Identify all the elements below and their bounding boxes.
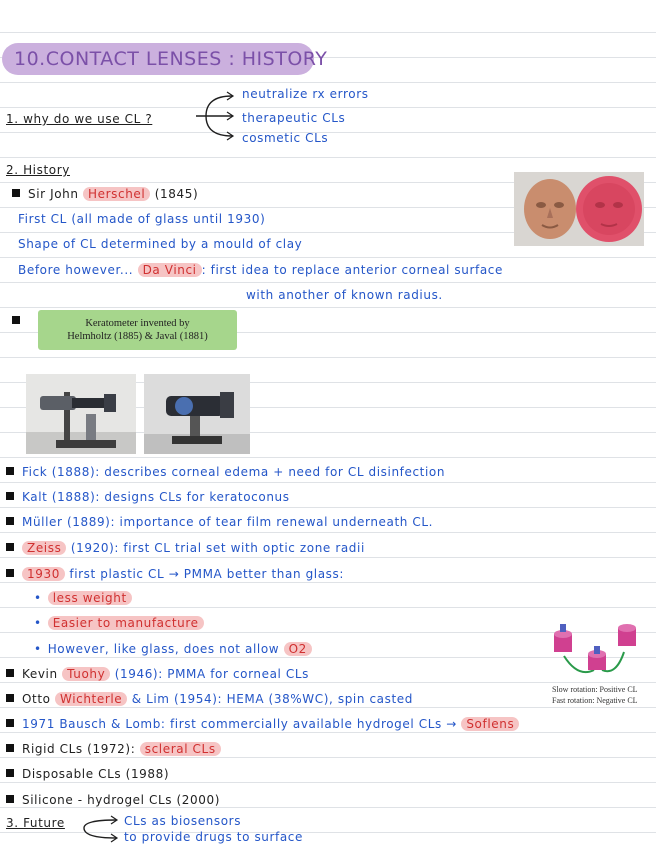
silicone-line: Silicone - hydrogel CLs (2000): [6, 792, 220, 808]
reason-item: therapeutic CLs: [242, 111, 346, 125]
history-event: Fick (1888): describes corneal edema + need for CL disinfection: [6, 464, 445, 480]
history-event: Müller (1889): importance of tear film renewal underneath CL.: [6, 514, 433, 530]
bullet-icon: [6, 467, 14, 475]
pmma-line: 1930 first plastic CL → PMMA better than glass:: [6, 566, 344, 582]
herschel-line: Sir John Herschel (1845): [12, 186, 198, 202]
page-title: 10.CONTACT LENSES : HISTORY: [2, 43, 314, 75]
disposable-line: Disposable CLs (1988): [6, 766, 169, 782]
reason-item: cosmetic CLs: [242, 131, 329, 145]
future-item: CLs as biosensors: [124, 814, 242, 828]
tuohy-line: Kevin Tuohy (1946): PMMA for corneal CLs: [6, 666, 309, 682]
keratometer-line: Helmholtz (1885) & Javal (1881): [67, 331, 208, 342]
bausch-line: 1971 Bausch & Lomb: first commercially available hydrogel CLs → Soflens: [6, 716, 519, 732]
bullet-icon: [6, 694, 14, 702]
rotation-caption: Fast rotation: Negative CL: [552, 696, 638, 705]
keratometer-line: Keratometer invented by: [85, 318, 190, 329]
davinci-continued: with another of known radius.: [246, 288, 443, 302]
reason-item: neutralize rx errors: [242, 87, 369, 101]
bullet-icon: [6, 795, 14, 803]
bullet-icon: [6, 769, 14, 777]
note-line: Shape of CL determined by a mould of clay: [18, 237, 303, 251]
bullet-icon: [6, 569, 14, 577]
pmma-point: • less weight: [34, 590, 132, 606]
keratometer-photo-2: [144, 374, 250, 454]
rotation-caption: Slow rotation: Positive CL: [552, 685, 638, 694]
section-3-heading: 3. Future: [6, 816, 65, 830]
brace-arrow-icon: [78, 814, 120, 844]
bullet-icon: [12, 316, 20, 324]
bullet-icon: [6, 719, 14, 727]
davinci-line: Before however... Da Vinci : first idea to replace anterior corneal surface: [18, 263, 503, 277]
keratometer-photo-1: [26, 374, 136, 454]
history-event: Kalt (1888): designs CLs for keratoconus: [6, 489, 290, 505]
brace-arrow-icon: [194, 88, 236, 144]
bullet-icon: [6, 669, 14, 677]
section-2-heading: 2. History: [6, 163, 70, 177]
bullet-icon: [6, 744, 14, 752]
clay-mould-photo: [514, 172, 644, 246]
section-1-heading: 1. why do we use CL ?: [6, 112, 153, 126]
bullet-icon: [6, 543, 14, 551]
bullet-icon: [6, 492, 14, 500]
bullet-icon: [6, 517, 14, 525]
wichterle-line: Otto Wichterle & Lim (1954): HEMA (38%WC), spin casted: [6, 691, 413, 707]
rigid-line: Rigid CLs (1972): scleral CLs: [6, 741, 221, 757]
future-item: to provide drugs to surface: [124, 830, 303, 844]
pmma-point: • Easier to manufacture: [34, 615, 204, 631]
keratometer-note: [38, 310, 237, 350]
note-line: First CL (all made of glass until 1930): [18, 212, 266, 226]
lens-rotation-illustration: [544, 620, 644, 680]
pmma-point: • However, like glass, does not allow O2: [34, 641, 312, 657]
zeiss-line: Zeiss (1920): first CL trial set with optic zone radii: [6, 540, 365, 556]
bullet-icon: [12, 189, 20, 197]
